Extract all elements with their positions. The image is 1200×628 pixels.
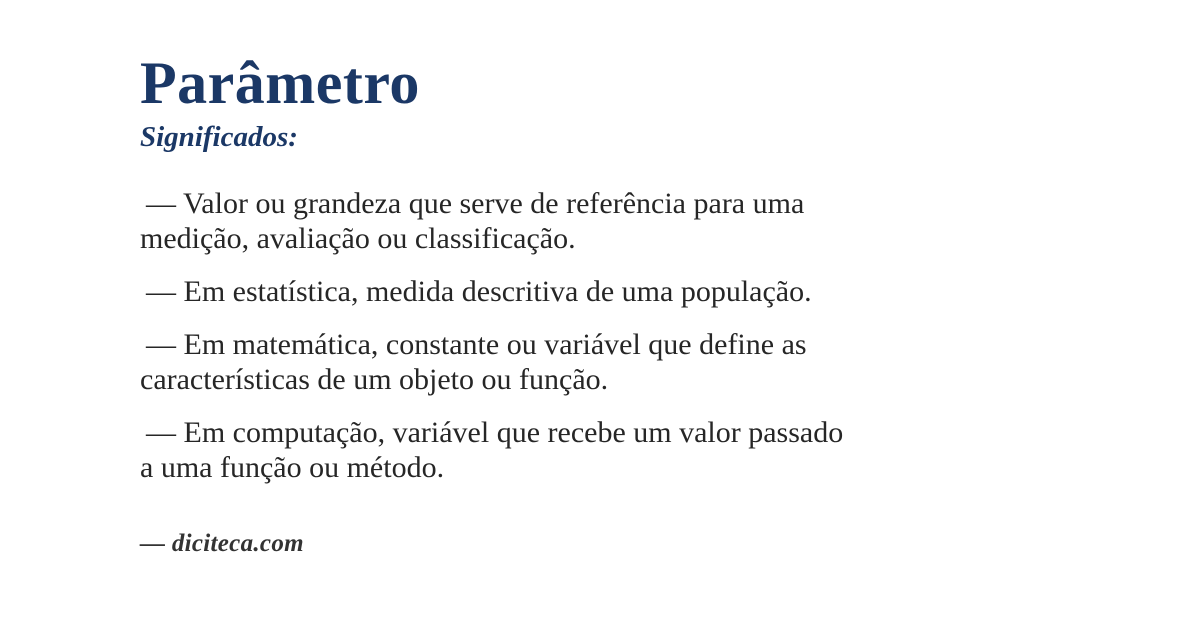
definition-line: a uma função ou método. bbox=[140, 451, 445, 484]
meanings-label: Significados: bbox=[140, 121, 298, 153]
definition-line: — Em matemática, constante ou variável que define as bbox=[146, 328, 807, 361]
definitions-list bbox=[140, 186, 1140, 485]
definition-item bbox=[140, 415, 1140, 485]
word-title: Parâmetro bbox=[140, 50, 420, 116]
definition-line: — Valor ou grandeza que serve de referência para uma bbox=[146, 187, 805, 220]
definition-item bbox=[140, 186, 1140, 256]
source-attribution: — diciteca.com bbox=[140, 530, 304, 557]
definition-line: — Em estatística, medida descritiva de uma população. bbox=[146, 275, 812, 308]
definition-item bbox=[140, 274, 1140, 309]
definition-line: características de um objeto ou função. bbox=[140, 363, 609, 396]
definition-item bbox=[140, 327, 1140, 397]
definition-line: — Em computação, variável que recebe um valor passado bbox=[146, 416, 844, 449]
definition-line: medição, avaliação ou classificação. bbox=[140, 222, 576, 255]
